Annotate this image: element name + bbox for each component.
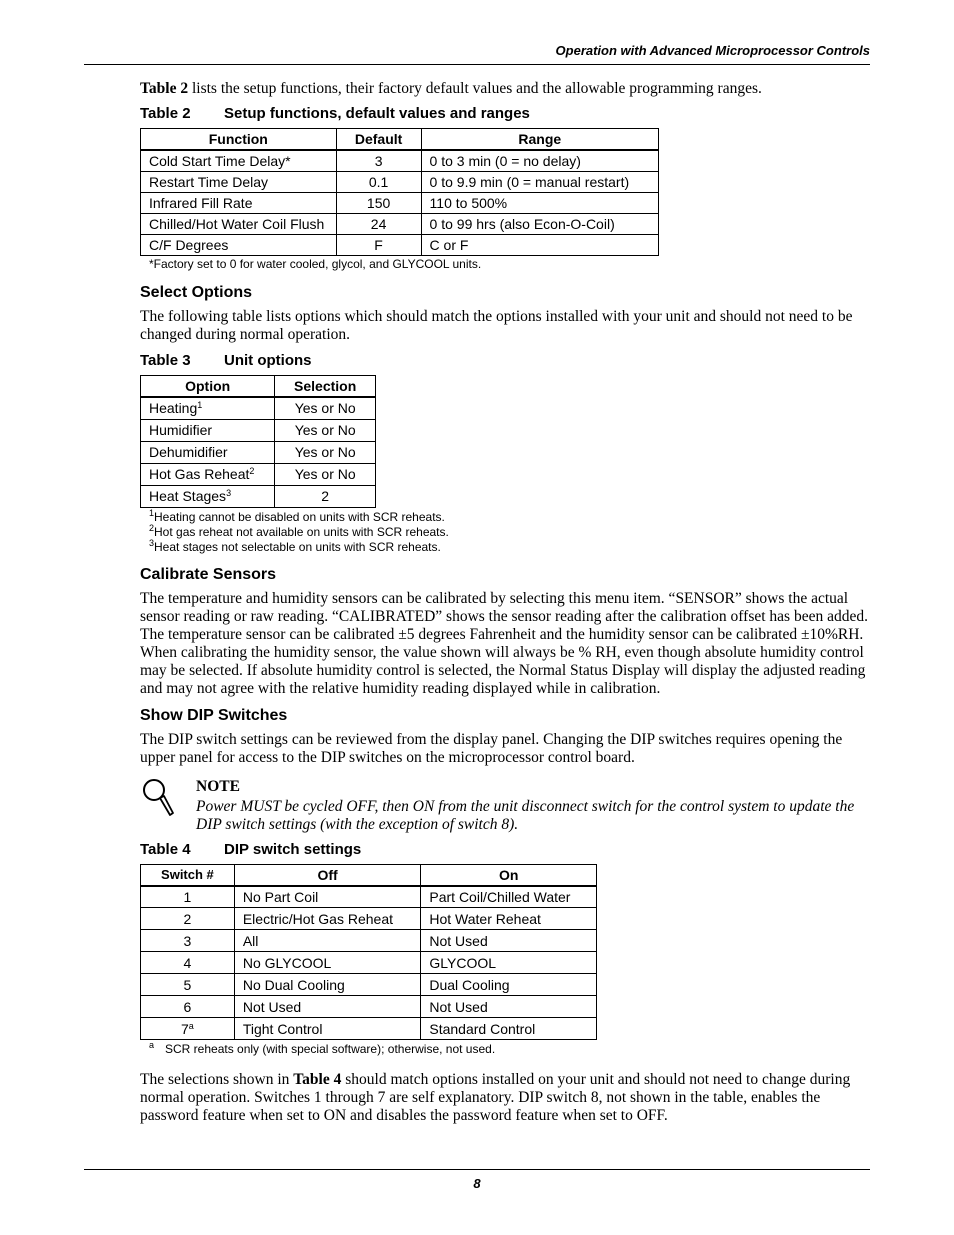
switch-cell: 7$^a$ xyxy=(141,1018,235,1040)
select-options-paragraph: The following table lists options which should match the options installed with your unit and should not need to be changed during normal operation. xyxy=(140,308,853,343)
table4-footnote: $^a$ SCR reheats only (with special software); otherwise, not used. xyxy=(149,1040,496,1056)
column-header: Function xyxy=(141,129,337,151)
range-cell: C or F xyxy=(421,235,658,256)
range-cell: 110 to 500% xyxy=(421,193,658,214)
footnote: $^3$Heat stages not selectable on units with SCR reheats. xyxy=(149,537,441,554)
table-row xyxy=(141,886,597,908)
selection-cell: Yes or No xyxy=(275,419,376,441)
range-cell: 0 to 9.9 min (0 = manual restart) xyxy=(421,172,658,193)
default-cell: 150 xyxy=(336,193,421,214)
section-heading-calibrate-sensors: Calibrate Sensors xyxy=(140,565,277,583)
off-cell: No Part Coil xyxy=(234,886,421,908)
function-cell: Chilled/Hot Water Coil Flush xyxy=(141,214,337,235)
setup-functions-table xyxy=(140,128,659,256)
running-header: Operation with Advanced Microprocessor Controls xyxy=(555,43,870,58)
table-row xyxy=(141,930,597,952)
range-cell: 0 to 99 hrs (also Econ-O-Coil) xyxy=(421,214,658,235)
table-row xyxy=(141,996,597,1018)
on-cell: Not Used xyxy=(421,996,597,1018)
on-cell: Not Used xyxy=(421,930,597,952)
closing-paragraph: The selections shown in Table 4 should match options installed on your unit and should not need to change during normal operation. Switches 1 through 7 are self explanatory. DIP switch 8, not shown in the table, enables the password feature when set to ON and disables the password feature when set to OFF. xyxy=(140,1071,851,1124)
calibrate-paragraph: The temperature and humidity sensors can be calibrated by selecting this menu item. “SENSOR” shows the actual sensor reading or raw reading. “CALIBRATED” shows the sensor reading after the calibration offset has been added. The temperature sensor can be calibrated ±5 degrees Fahrenheit and the humidity sensor can be calibrated ±10%RH. When calibrating the humidity sensor, the value shown will always be % RH, even though absolute humidity control may be selected. If absolute humidity control is selected, the Normal Status Display will display the adjusted reading and may not agree with the relative humidity reading displayed while in calibration. xyxy=(140,589,868,697)
on-cell: Dual Cooling xyxy=(421,974,597,996)
off-cell: Electric/Hot Gas Reheat xyxy=(234,908,421,930)
table-row xyxy=(141,419,376,441)
on-cell: Hot Water Reheat xyxy=(421,908,597,930)
column-header: Off xyxy=(234,864,421,886)
default-cell: 3 xyxy=(336,150,421,172)
off-cell: All xyxy=(234,930,421,952)
table-ref: Table 2 xyxy=(140,80,189,97)
selection-cell: 2 xyxy=(275,485,376,507)
selection-cell: Yes or No xyxy=(275,397,376,419)
table-row xyxy=(141,463,376,485)
unit-options-table xyxy=(140,375,376,508)
footnote: $^2$Hot gas reheat not available on units with SCR reheats. xyxy=(149,522,449,539)
table-row xyxy=(141,908,597,930)
magnifier-icon xyxy=(140,778,176,818)
footer-rule xyxy=(84,1169,870,1170)
switch-cell: 5 xyxy=(141,974,235,996)
default-cell: F xyxy=(336,235,421,256)
switch-cell: 2 xyxy=(141,908,235,930)
column-header: Default xyxy=(336,129,421,151)
dip-switch-table xyxy=(140,864,597,1041)
intro-paragraph: Table 2 lists the setup functions, their factory default values and the allowable programming ranges. xyxy=(140,80,762,97)
table-header-row xyxy=(141,129,659,151)
function-cell: Restart Time Delay xyxy=(141,172,337,193)
switch-cell: 3 xyxy=(141,930,235,952)
function-cell: Infrared Fill Rate xyxy=(141,193,337,214)
table2-footnote: *Factory set to 0 for water cooled, glycol, and GLYCOOL units. xyxy=(149,257,482,271)
function-cell: Cold Start Time Delay* xyxy=(141,150,337,172)
off-cell: Not Used xyxy=(234,996,421,1018)
table-ref: Table 4 xyxy=(293,1071,342,1088)
table-header-row xyxy=(141,376,376,398)
dip-paragraph: The DIP switch settings can be reviewed from the display panel. Changing the DIP switches requires opening the upper panel for access to the DIP switches on the microprocessor control board. xyxy=(140,730,843,766)
table-row xyxy=(141,172,659,193)
default-cell: 24 xyxy=(336,214,421,235)
switch-cell: 1 xyxy=(141,886,235,908)
table-row xyxy=(141,485,376,507)
table-row xyxy=(141,193,659,214)
on-cell: Part Coil/Chilled Water xyxy=(421,886,597,908)
option-cell: Hot Gas Reheat$^2$ xyxy=(141,463,275,485)
function-cell: C/F Degrees xyxy=(141,235,337,256)
selection-cell: Yes or No xyxy=(275,463,376,485)
on-cell: Standard Control xyxy=(421,1018,597,1040)
page-number: 8 xyxy=(473,1176,481,1191)
table4-caption: Table 4 DIP switch settings xyxy=(140,840,362,858)
option-cell: Dehumidifier xyxy=(141,441,275,463)
off-cell: No Dual Cooling xyxy=(234,974,421,996)
table-row xyxy=(141,235,659,256)
table-row xyxy=(141,397,376,419)
default-cell: 0.1 xyxy=(336,172,421,193)
table3-caption: Table 3 Unit options xyxy=(140,352,312,369)
off-cell: Tight Control xyxy=(234,1018,421,1040)
column-header: Option xyxy=(141,376,275,398)
selection-cell: Yes or No xyxy=(275,441,376,463)
switch-cell: 4 xyxy=(141,952,235,974)
column-header: On xyxy=(421,864,597,886)
header-rule xyxy=(84,64,870,65)
switch-cell: 6 xyxy=(141,996,235,1018)
range-cell: 0 to 3 min (0 = no delay) xyxy=(421,150,658,172)
on-cell: GLYCOOL xyxy=(421,952,597,974)
note-title: NOTE xyxy=(196,777,240,795)
note-block xyxy=(140,778,870,834)
note-text: Power MUST be cycled OFF, then ON from the unit disconnect switch for the control system to update the DIP switch settings (with the exception of switch 8). xyxy=(196,797,855,833)
column-header: Range xyxy=(421,129,658,151)
section-heading-show-dip-switches: Show DIP Switches xyxy=(140,706,288,724)
option-cell: Heating$^1$ xyxy=(141,397,275,419)
table-row xyxy=(141,214,659,235)
table-row xyxy=(141,150,659,172)
column-header: Selection xyxy=(275,376,376,398)
page-content xyxy=(140,78,870,1125)
table-row xyxy=(141,974,597,996)
table2-caption: Table 2 Setup functions, default values and ranges xyxy=(140,105,530,122)
off-cell: No GLYCOOL xyxy=(234,952,421,974)
table-row xyxy=(141,1018,597,1040)
section-heading-select-options: Select Options xyxy=(140,284,253,301)
column-header: Switch # xyxy=(141,864,235,886)
option-cell: Heat Stages$^3$ xyxy=(141,485,275,507)
table-row xyxy=(141,441,376,463)
footnote: $^1$Heating cannot be disabled on units with SCR reheats. xyxy=(149,507,445,524)
table-row xyxy=(141,952,597,974)
option-cell: Humidifier xyxy=(141,419,275,441)
table-header-row xyxy=(141,864,597,886)
table3-footnotes xyxy=(149,507,870,555)
